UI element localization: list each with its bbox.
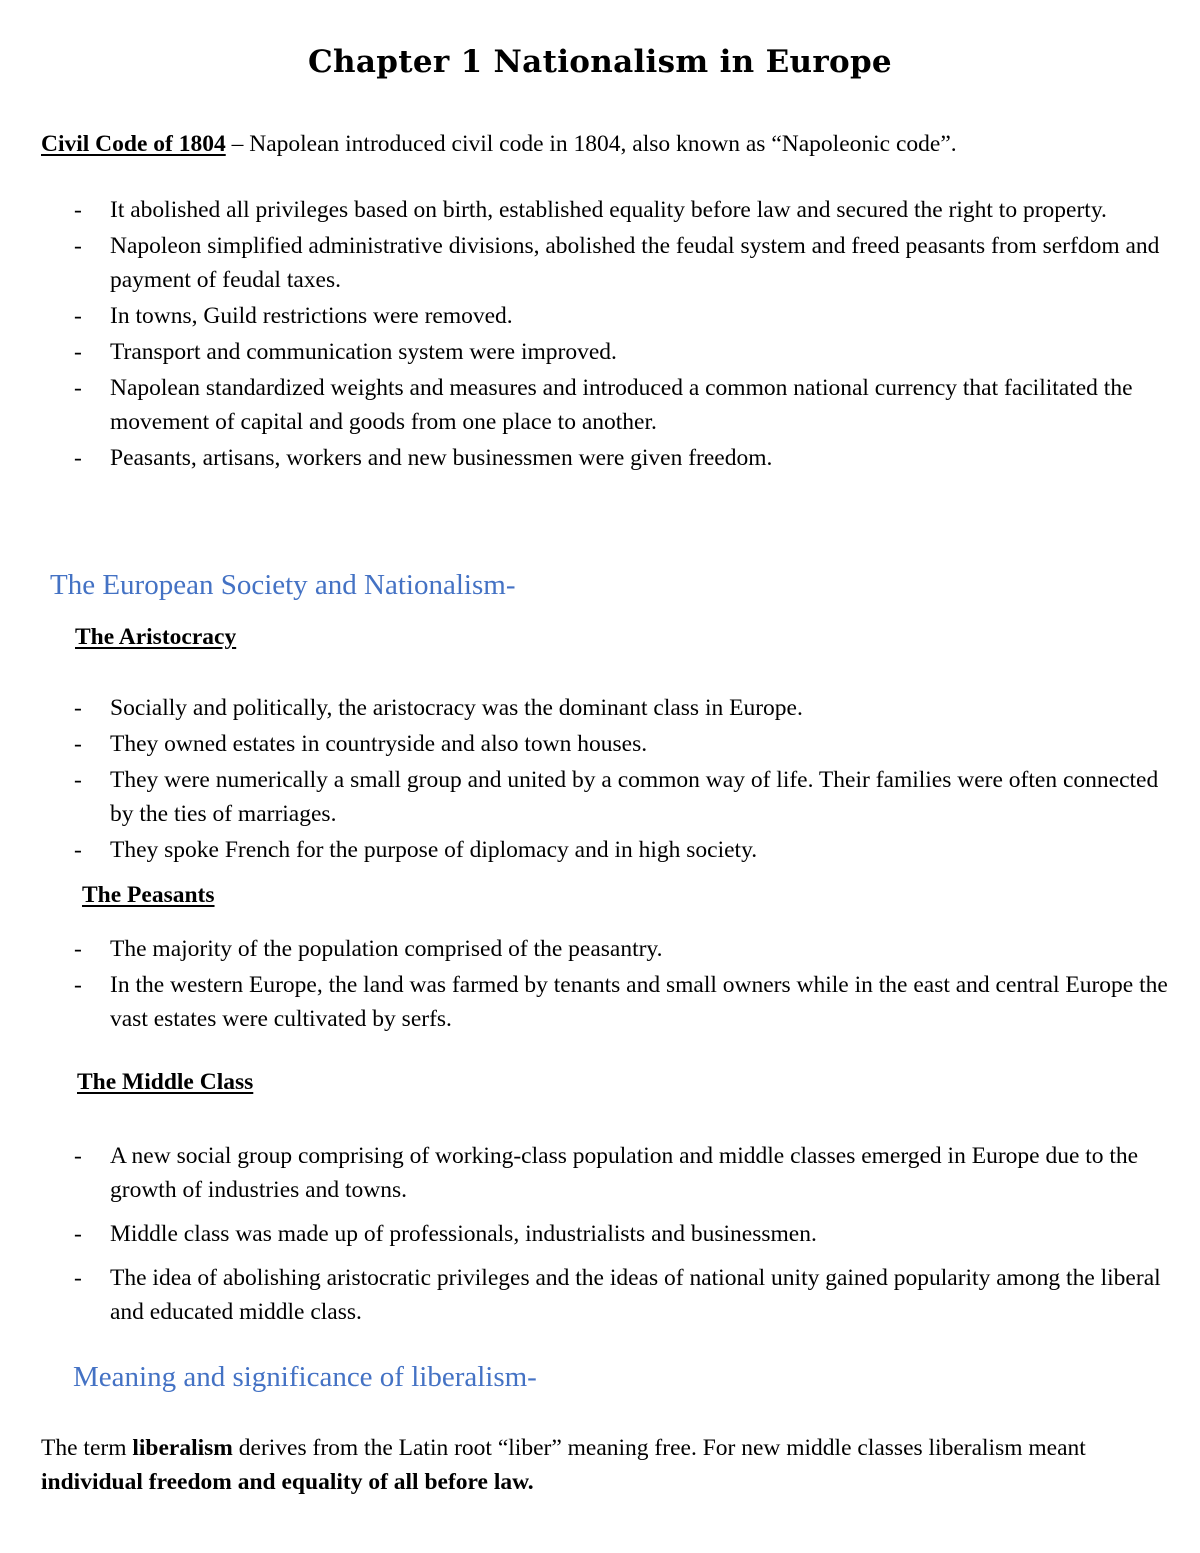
peasants-list (74, 932, 1174, 1036)
middle-class-heading: The Middle Class (77, 1069, 254, 1095)
list-item: - Transport and communication system were improved. (74, 339, 617, 365)
middle-class-list (74, 1139, 1174, 1329)
list-item: - The majority of the population comprised of the peasantry. (74, 936, 663, 962)
civil-code-heading: Civil Code of 1804 (41, 131, 226, 157)
civil-code-intro (41, 127, 1161, 161)
list-item: - In the western Europe, the land was farmed by tenants and small owners while in the east and central Europe the vast estates were cultivated by serfs. (74, 972, 1168, 1032)
list-item: - The idea of abolishing aristocratic privileges and the ideas of national unity gained popularity among the liberal and educated middle class. (74, 1265, 1161, 1325)
list-item: - They spoke French for the purpose of diplomacy and in high society. (74, 837, 758, 863)
liberalism-paragraph: The term liberalism derives from the Latin root “liber” meaning free. For new middle classes liberalism meant individual freedom and equality of all before law. (41, 1435, 1086, 1495)
list-item: - Socially and politically, the aristocracy was the dominant class in Europe. (74, 695, 803, 721)
peasants-heading: The Peasants (82, 882, 215, 908)
liberalism-heading: Meaning and significance of liberalism- (73, 1361, 537, 1393)
civil-code-text: – Napolean introduced civil code in 1804, also known as “Napoleonic code”. (225, 131, 957, 157)
civil-code-list (74, 193, 1174, 475)
list-item: - In towns, Guild restrictions were removed. (74, 303, 513, 329)
liberalism-term: liberalism (132, 1435, 233, 1461)
list-item: - Middle class was made up of professionals, industrialists and businessmen. (74, 1221, 817, 1247)
list-item: - Napolean standardized weights and measures and introduced a common national currency that facilitated the movement of capital and goods from one place to another. (74, 375, 1133, 435)
aristocracy-list (74, 691, 1174, 867)
list-item: - They were numerically a small group and united by a common way of life. Their families were often connected by the ties of marriages. (74, 767, 1159, 827)
list-item: - It abolished all privileges based on birth, established equality before law and secured the right to property. (74, 197, 1107, 223)
list-item: - They owned estates in countryside and also town houses. (74, 731, 648, 757)
list-item: - Peasants, artisans, workers and new businessmen were given freedom. (74, 445, 773, 471)
list-item: - Napoleon simplified administrative divisions, abolished the feudal system and freed peasants from serfdom and payment of feudal taxes. (74, 233, 1160, 293)
liberalism-definition: individual freedom and equality of all before law. (41, 1469, 534, 1495)
list-item: - A new social group comprising of working-class population and middle classes emerged in Europe due to the growth of industries and towns. (74, 1143, 1139, 1203)
european-society-heading: The European Society and Nationalism- (50, 569, 516, 601)
page-title: Chapter 1 Nationalism in Europe (308, 44, 892, 80)
aristocracy-heading: The Aristocracy (75, 624, 237, 650)
